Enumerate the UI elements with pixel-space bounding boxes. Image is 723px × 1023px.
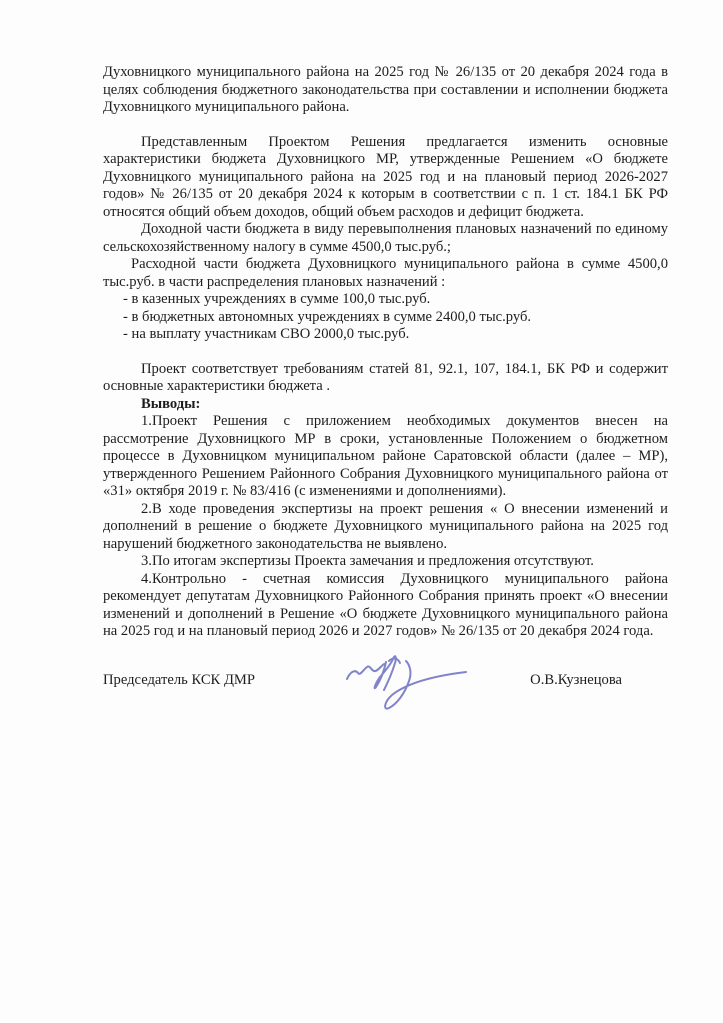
paragraph-revenue: Доходной части бюджета в виду перевыполнения плановых назначений по единому сельскохозяйственному налогу в сумме 4500,0 тыс.руб.; [103, 221, 668, 255]
conclusion-item-2: 2.В ходе проведения экспертизы на проект решения « О внесении изменений и дополнений в решение о бюджете Духовницкого муниципального района на 2025 год нарушений бюджетного законодательства не выявлено. [103, 500, 668, 552]
conclusions-heading: Выводы: [141, 395, 201, 412]
paragraph-expenditure: Расходной части бюджета Духовницкого муниципального района в сумме 4500,0 тыс.руб. в части распределения плановых назначений : [103, 256, 668, 290]
conclusion-item-3: 3.По итогам экспертизы Проекта замечания и предложения отсутствуют. [141, 553, 594, 569]
paragraph-continuation: Духовницкого муниципального района на 2025 год № 26/135 от 20 декабря 2024 года в целях соблюдения бюджетного законодательства при составлении и исполнении бюджета Духовницкого муниципального района. [103, 64, 668, 115]
conclusion-item-4: 4.Контрольно - счетная комиссия Духовницкого муниципального района рекомендует депутатам Духовницкого Районного Собрания принять проект «О внесении изменений и дополнений в Решение «О бюджете Духовницкого муниципального района на 2025 год и на плановый период 2026 и 2027 годов» № 26/135 от 20 декабря 2024 года. [103, 570, 668, 639]
list-item-state-institutions: - в казенных учреждениях в сумме 100,0 тыс.руб. [123, 291, 431, 307]
list-item-budget-institutions: - в бюджетных автономных учреждениях в сумме 2400,0 тыс.руб. [123, 308, 532, 325]
conclusion-item-1: 1.Проект Решения с приложением необходимых документов внесен на рассмотрение Духовницкого МР в сроки, установленные Положением о бюджетном процессе в Духовницком муниципальном районе Саратовской области (далее – МР), утвержденного Решением Районного Собрания Духовницкого муниципального района от «31» октября 2019 г. № 83/416 (с изменениями и дополнениями). [103, 413, 668, 499]
list-item-svo-payments: - на выплату участникам СВО 2000,0 тыс.руб. [123, 326, 410, 342]
document-body [103, 64, 668, 689]
paragraph-compliance: Проект соответствует требованиям статей 81, 92.1, 107, 184.1, БК РФ и содержит основные характеристики бюджета . [103, 360, 668, 394]
paragraph-proposed-changes: Представленным Проектом Решения предлагается изменить основные характеристики бюджета Духовницкого МР, утвержденные Решением «О бюджете Духовницкого муниципального района на 2025 год и на плановый период 2026-2027 годов» № 26/135 от 20 декабря 2024 к которым в соответствии с п. 1 ст. 184.1 БК РФ относятся общий объем доходов, общий объем расходов и дефицит бюджета. [103, 133, 668, 220]
handwritten-signature-icon [337, 649, 477, 729]
signer-title: Председатель КСК ДМР [103, 671, 255, 688]
signer-name: О.В.Кузнецова [530, 671, 622, 688]
signature-block [103, 672, 668, 690]
